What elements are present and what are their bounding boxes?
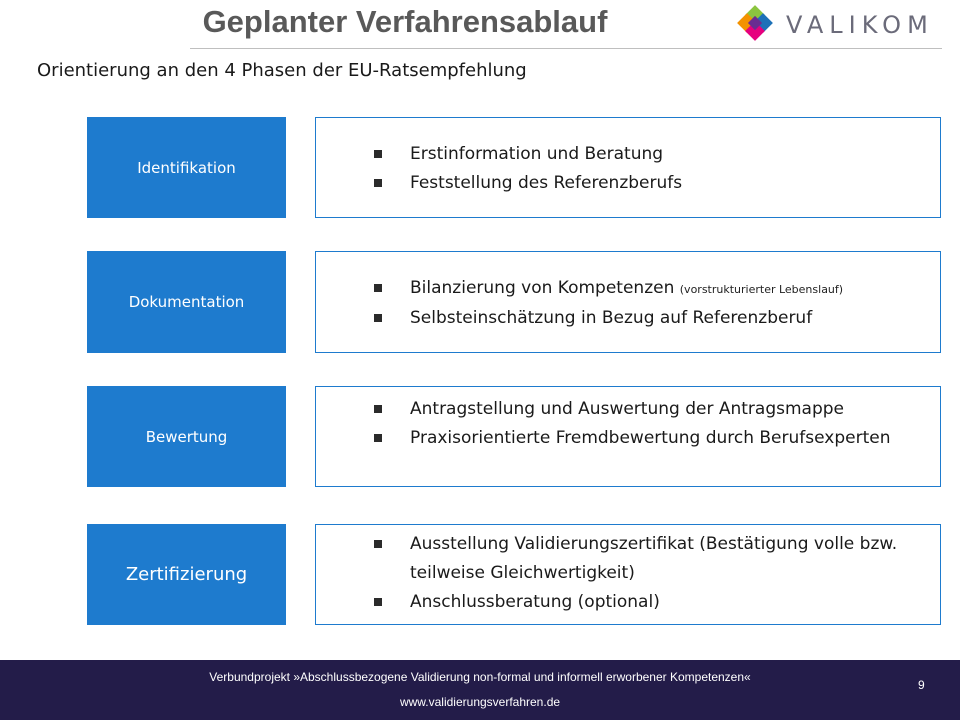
list-item: Anschlussberatung (optional) [374, 588, 922, 617]
square-bullet-icon [374, 405, 382, 413]
phase-zertifizierung [87, 524, 286, 625]
list-item: Selbsteinschätzung in Bezug auf Referenzberuf [374, 304, 922, 333]
title-divider [190, 48, 942, 49]
list-item: Praxisorientierte Fremdbewertung durch Berufsexperten [374, 424, 922, 453]
phase-identifikation-details [315, 117, 941, 218]
footer-bar [0, 660, 960, 720]
square-bullet-icon [374, 314, 382, 322]
logo-mark-icon [736, 5, 778, 41]
page-number: 9 [918, 678, 925, 692]
item-note: (vorstrukturierter Lebenslauf) [679, 283, 844, 296]
page-subtitle: Orientierung an den 4 Phasen der EU-Ratsempfehlung [37, 60, 527, 81]
logo-text: VALIKOM [786, 11, 934, 39]
phase-identifikation [87, 117, 286, 218]
valikom-logo [736, 5, 946, 41]
footer-website: www.validierungsverfahren.de [399, 695, 561, 709]
list-item: Ausstellung Validierungszertifikat (Bestätigung volle bzw. teilweise Gleichwertigkeit) [374, 530, 922, 588]
phase-bewertung-details [315, 386, 941, 487]
phase-zertifizierung-details [315, 524, 941, 625]
phase-dokumentation [87, 251, 286, 353]
square-bullet-icon [374, 598, 382, 606]
phase-label: Zertifizierung [125, 564, 248, 585]
list-item: Bilanzierung von Kompetenzen (vorstrukturierter Lebenslauf) [374, 274, 922, 304]
phase-label: Identifikation [137, 158, 236, 177]
square-bullet-icon [374, 540, 382, 548]
square-bullet-icon [374, 284, 382, 292]
phase-bewertung [87, 386, 286, 487]
page-title: Geplanter Verfahrensablauf [202, 4, 608, 39]
list-item: Antragstellung und Auswertung der Antragsmappe [374, 395, 922, 424]
phase-dokumentation-details [315, 251, 941, 353]
footer-project: Verbundprojekt »Abschlussbezogene Validierung non-formal und informell erworbener Kompetenzen« [209, 670, 751, 684]
list-item: Erstinformation und Beratung [374, 140, 922, 169]
phase-label: Bewertung [145, 427, 228, 446]
phase-label: Dokumentation [128, 293, 245, 311]
square-bullet-icon [374, 179, 382, 187]
square-bullet-icon [374, 434, 382, 442]
list-item: Feststellung des Referenzberufs [374, 169, 922, 198]
square-bullet-icon [374, 150, 382, 158]
